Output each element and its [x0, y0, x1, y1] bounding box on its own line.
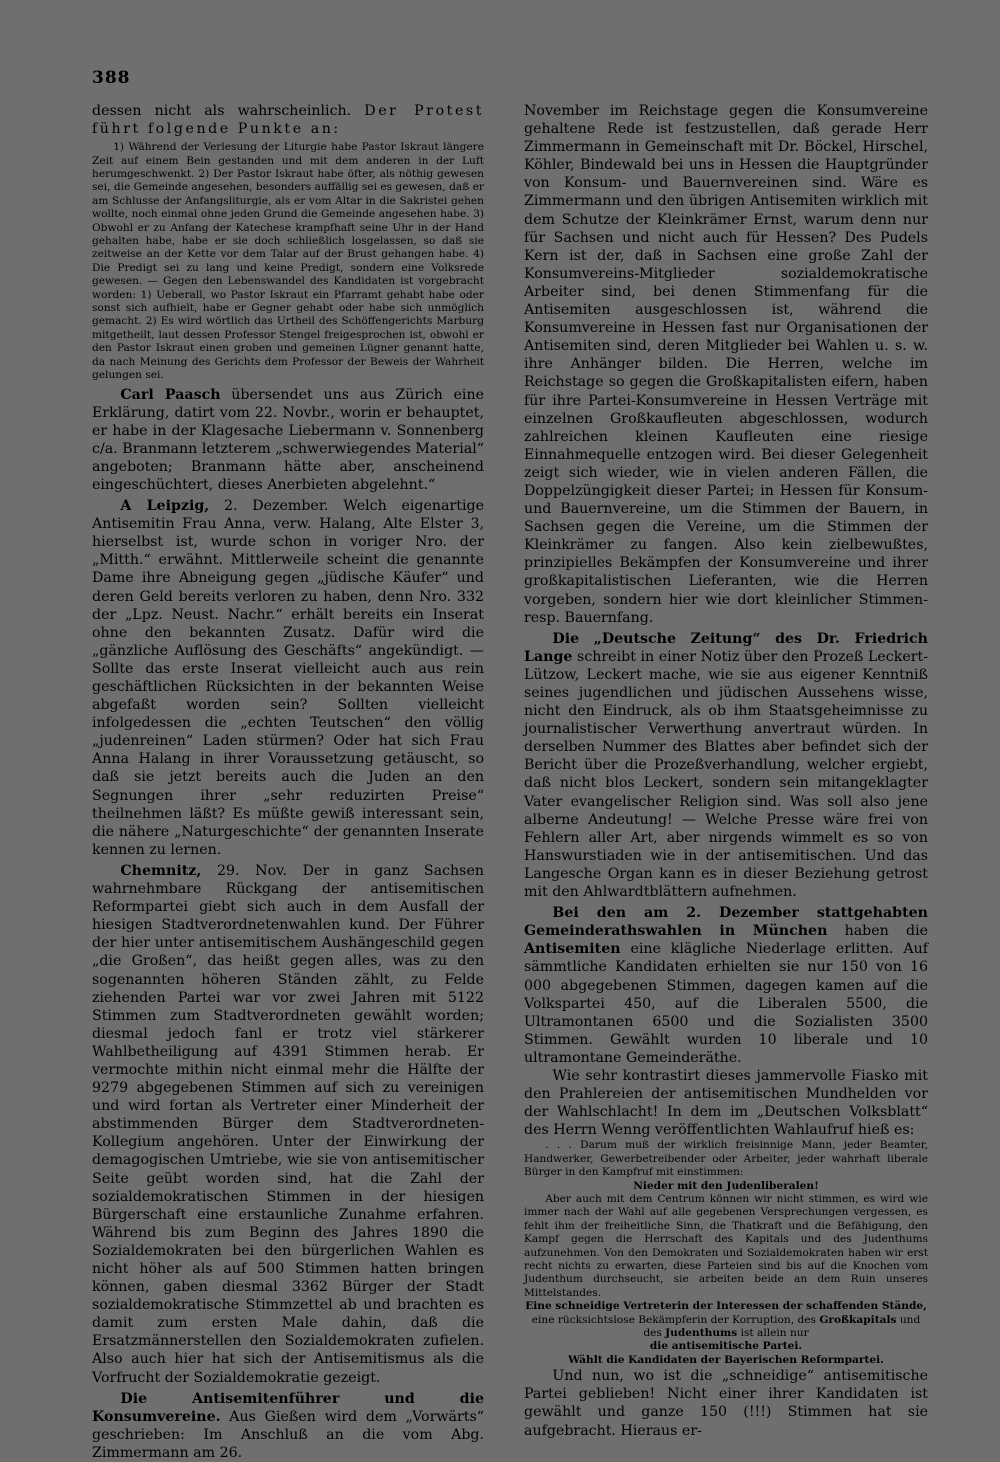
quote-slogan: Nieder mit den Judenliberalen!	[633, 1179, 819, 1192]
text-run: haben die	[827, 923, 928, 940]
text-run: Eine schneidige Vertreterin der Interessen der schaffenden Stände,	[525, 1300, 927, 1313]
right-column	[524, 102, 928, 1440]
article-text	[92, 102, 484, 138]
article-text: Und nun, wo ist die „schneidige“ antisemitische Partei geblieben! Nicht einer ihrer Kandidaten ist gewählt und ganze 150 (!!!) Stimmen hat sie aufgebracht. Hieraus er-	[524, 1368, 928, 1439]
article-lead: Carl Paasch	[120, 386, 221, 403]
text-run: übersendet uns aus Zürich eine Erklärung, datirt vom 22. Novbr., worin er behauptet, er habe in der Klagesache Liebermann v. Sonnenberg c/a. Branmann letzterem „schwerwiegendes Material“ angeboten; Branmann hätte aber, anscheinend eingeschüchtert, dieses Anerbieten abgelehnt.“	[92, 386, 484, 493]
text-run: Aus Gießen wird dem „Vorwärts“ geschrieben: Im Anschluß an die vom Abg. Zimmermann am 26.	[92, 1408, 484, 1461]
article-headline: Die Antisemitenführer und die Konsumvereine.	[92, 1390, 484, 1425]
text-run: Antisemiten	[524, 941, 621, 958]
quote-text	[524, 1300, 928, 1340]
article-headline: Die „Deutsche Zeitung“ des Dr. Friedrich Lange	[524, 630, 928, 665]
text-run: eine klägliche Niederlage erlitten. Auf sämmtliche Kandidaten erhielten sie nur 150 von 16 000 abgegebenen Stimmen, dagegen kamen auf die Volkspartei 450, auf die Liberalen 5500, die Ultramontanen 6500 und die Sozialisten 3500 Stimmen. Gewählt wurden 10 liberale und 10 ultramontane Gemeinderäthe.	[524, 941, 928, 1066]
text-run: 29. Nov. Der in ganz Sachsen wahrnehmbare Rückgang der antisemitischen Reformpartei giebt sich auch in dem Ausfall der hiesigen Stadtverordnetenwahlen kund. Der Führer der hier unter antisemitischem Aushängeschild gegen „die Großen“, das heißt gegen alles, was zu den sogenannten höheren Ständen zählt, zu Felde ziehenden Partei war vor zwei Jahren mit 5122 Stimmen zum Stadtverordneten gewählt worden; diesmal jedoch fanl er trotz viel stärkerer Wahlbetheiligung auf 4391 Stimmen herab. Er vermochte mithin nicht einmal mehr die Hälfte der 9279 abgegebenen Stimmen auf sich zu vereinigen und wird fortan als Vertreter einer Minderheit der abstimmenden Bürger dem Stadtverordneten-Kollegium angehören. Unter der Einwirkung der demagogischen Umtriebe, wie sie von antisemitischer Seite geübt worden sind, hat die Zahl der sozialdemokratischen Stimmen in der hiesigen Bürgerschaft eine erstaunliche Zunahme erfahren. Während bis zum Beginn des Jahres 1890 die Sozialdemokraten bei den bürgerlichen Wahlen es nicht höher als auf 500 Stimmen hatten bringen können, gaben diesmal 3362 Bürger der Stadt sozialdemokratische Stimmzettel ab und brachten es damit zum ersten Male dahin, daß die Ersatzmännerstellen den Sozialdemokraten zufielen. Also auch hier hat sich der Antisemitismus als die Vorfrucht der Sozialdemokratie gezeigt.	[92, 862, 484, 1386]
text-run: eine rücksichtslose Bekämpferin der Korruption, des	[531, 1313, 820, 1326]
article-headline: Bei den am 2. Dezember stattgehabten Gemeinderathswahlen in München	[524, 905, 928, 940]
text-run: dessen nicht als wahrscheinlich.	[92, 103, 365, 119]
quote-slogan: Wählt die Kandidaten der Bayerischen Reformpartei.	[568, 1353, 884, 1366]
article-text: November im Reichstage gegen die Konsumvereine gehaltene Rede ist festzustellen, daß gerade Herr Zimmermann in Gemeinschaft mit Dr. Böckel, Hirschel, Köhler, Bindewald bei uns in Hessen die Hauptgründer von Konsum- und Bauernvereinen sind. Wäre es Zimmermann und den übrigen Antisemiten wirklich mit dem Schutze der Kleinkrämer Ernst, warum denn nur für Sachsen und nicht auch für Hessen? Des Pudels Kern ist der, daß in Sachsen eine große Zahl der Konsumvereins-Mitglieder sozialdemokratische Arbeiter sind, bei denen Stimmenfang für die Antisemiten ausgeschlossen ist, während die Konsumvereine in Hessen fast nur Organisationen der Antisemiten sind, deren Mitglieder bei Wahlen u. s. w. ihre Anhänger bilden. Die Herren, welche im Reichstage so gegen die Großkapitalisten eifern, haben für ihre Partei-Konsumvereine in Hessen Verträge mit einzelnen Großkaufleuten abgeschlossen, wodurch zahlreichen kleinen Kaufleuten eine riesige Einnahmequelle entzogen wird. Bei dieser Gelegenheit zeigt sich wieder, wie in vielen anderen Fällen, die Doppelzüngigkeit dieser Partei; in Hessen für Konsum- und Bauernvereine, um die Stimmen der Bauern, in Sachsen gegen die Vereine, um die Stimmen der Kleinkrämer zu fangen. Also kein zielbewußtes, prinzipielles Bekämpfen der Konsumvereine und ihrer großkapitalistischen Lieferanten, wie die Herren vorgeben, sondern hier wie dort kleinlicher Stimmen- resp. Bauernfang.	[524, 103, 928, 626]
article-muenchen	[524, 904, 928, 1067]
article-deutsche-zeitung	[524, 630, 928, 901]
article-lead: A Leipzig,	[120, 498, 210, 515]
text-run: Judenthums	[665, 1327, 738, 1340]
article-paasch	[92, 386, 484, 495]
article-chemnitz	[92, 862, 484, 1387]
text-run: schreibt in einer Notiz über den Prozeß Leckert-Lützow, Leckert mache, wie sie aus eigener Kenntniß seines jugendlichen und jüdischen Aussehens wisse, nicht den Eindruck, als ob ihm Staatsgeheimnisse zu journalistischer Verwerthung anvertraut würden. In derselben Nummer des Blattes aber befindet sich der Bericht über die Prozeßverhandlung, welcher ergiebt, daß nicht blos Leckert, sondern sein mitangeklagter Vater evangelischer Religion sind. Was soll also jene alberne Andeutung! — Welche Presse wäre frei von Fehlern aller Art, aber nirgends wimmelt es so von Hanswurstiaden wie in der antisemitischen. Und das Langesche Organ kann es in dieser Beziehung getrost mit den Ahlwardtblättern aufnehmen.	[524, 648, 928, 901]
quote-text: Aber auch mit dem Centrum können wir nicht stimmen, es wird wie immer nach der Wahl auf alle gegebenen Versprechungen vergessen, es fehlt ihm der freiheitliche Sinn, die Thatkraft und die Befähigung, den Kampf gegen die Herrschaft des Kapitals und des Judenthums aufzunehmen. Von den Demokraten und Sozialdemokraten haben wir erst recht nichts zu erwarten, diese Parteien sind bis auf die Knochen vom Judenthum durchseucht, sie arbeiten beide an dem Ruin unseres Mittelstandes.	[524, 1192, 928, 1299]
text-run: Großkapitals	[819, 1313, 897, 1326]
page-number: 388	[92, 68, 131, 88]
quote-text: . . . Darum muß der wirklich freisinnige Mann, jeder Beamter, Handwerker, Gewerbetreibender oder Arbeiter, jeder wahrhaft liberale Bürger in den Kampfruf mit einstimmen:	[524, 1139, 928, 1179]
protest-points: 1) Während der Verlesung der Liturgie habe Pastor Iskraut längere Zeit auf einem Bein gestanden und mit dem anderen in der Luft herumgeschwenkt. 2) Der Pastor Iskraut habe öfter, als nöthig gewesen sei, die Gemeinde angesehen, besonders auffällig sei es gewesen, daß er am Schlusse der Anfangsliturgie, als er vom Altar in die Sakristei gehen wollte, noch einmal ohne jeden Grund die Gemeinde angesehen habe. 3) Obwohl er zu Anfang der Katechese krampfhaft seine Uhr in der Hand gehalten habe, habe er sie doch schließlich losgelassen, so daß sie zeitweise an der Kette vor dem Talar auf der Brust gehangen habe. 4) Die Predigt sei zu lang und keine Predigt, sondern eine Volksrede gewesen. — Gegen den Lebenswandel des Kandidaten ist vorgebracht worden: 1) Ueberall, wo Pastor Iskraut ein Pfarramt gehabt habe oder sonst sich aufhielt, habe er Gegner gehabt oder habe sich unmöglich gemacht. 2) Es wird wörtlich das Urtheil des Schöffengerichts Marburg mitgetheilt, laut dessen Professor Stengel freigesprochen ist, obwohl er den Pastor Iskraut einen groben und gemeinen Lügner genannt hatte, da nach Meinung des Gerichts dem Professor der Beweis der Wahrheit gelungen sei.	[92, 141, 484, 382]
text-run: 2. Dezember. Welch eigenartige Antisemitin Frau Anna, verw. Halang, Alte Elster 3, hierselbst ist, wurde schon in voriger Nro. der „Mitth.“ erwähnt. Mittlerweile scheint die genannte Dame ihre Abneigung gegen „jüdische Käufer“ und deren Geld bereits verloren zu haben, denn Nro. 332 der „Lpz. Neust. Nachr.“ erhält bereits ein Inserat ohne den bekannten Zusatz. Dafür wird die „gänzliche Auflösung des Geschäfts“ angekündigt. — Sollte das erste Inserat vielleicht auch aus rein geschäftlichen Rücksichten in der bekannten Weise abgefaßt worden sein? Sollten vielleicht infolgedessen die „echten Teutschen“ den völlig „judenreinen“ Laden stürmen? Oder hat sich Frau Anna Halang in ihrer Voraussetzung getäuscht, so daß sie jetzt bereits auch die Juden an den Segnungen ihrer „sehr reduzirten Preise“ theilnehmen läßt? Es müßte gewiß interessant sein, die nähere „Naturgeschichte“ der genannten Inserate kennen zu lernen.	[92, 498, 484, 858]
article-leipzig	[92, 497, 484, 859]
text-run: Der Protest führt folgende Punkte an:	[92, 103, 484, 138]
article-konsumvereine	[92, 1390, 484, 1462]
article-lead: Chemnitz,	[120, 862, 202, 879]
text-run: ist allein nur	[737, 1327, 809, 1340]
quote-slogan: die antisemitische Partei.	[649, 1340, 803, 1353]
text-run: und des	[643, 1313, 921, 1340]
left-column	[92, 102, 484, 1462]
article-text: Wie sehr kontrastirt dieses jammervolle Fiasko mit den Prahlereien der antisemitischen Mundhelden vor der Wahlschlacht! In dem im „Deutschen Volksblatt“ des Herrn Wenng veröffentlichten Wahlaufruf hieß es:	[524, 1067, 928, 1139]
